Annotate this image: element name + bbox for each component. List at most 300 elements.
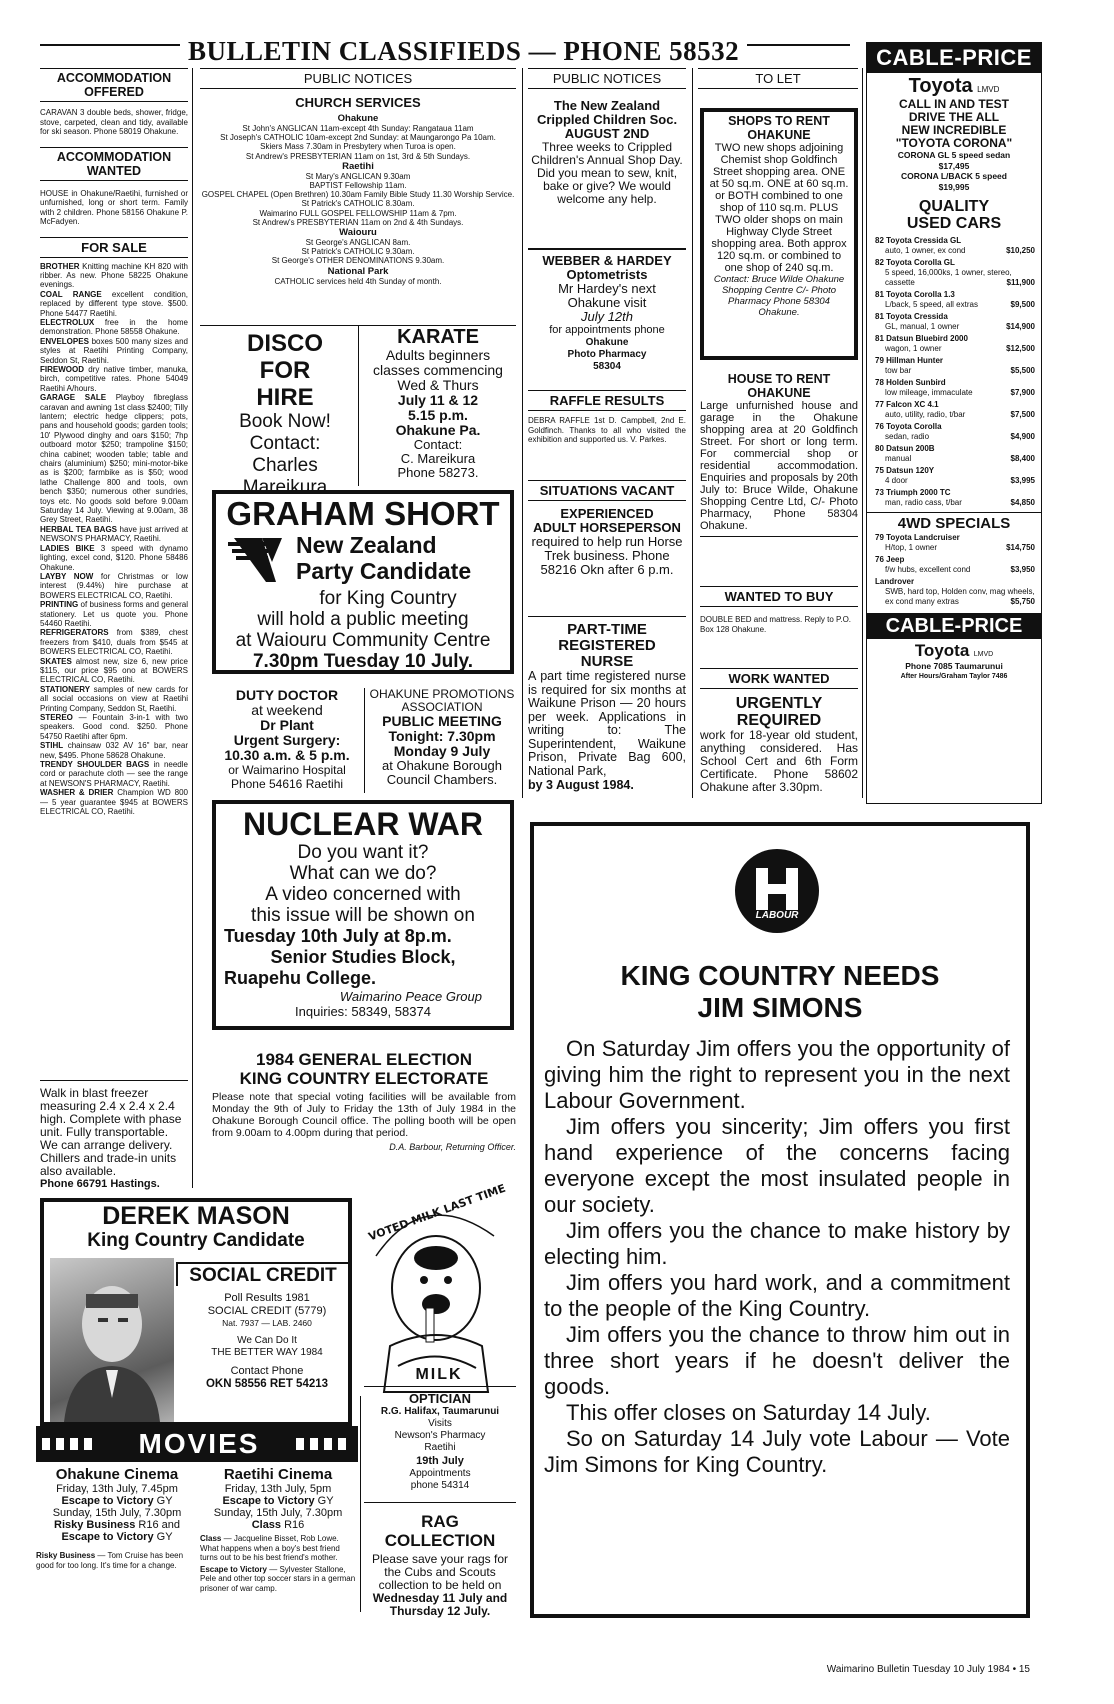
car-name: 76 Jeep (875, 555, 905, 564)
car-price: $10,250 (1006, 246, 1035, 255)
house-body: Large unfurnished house and garage in the Ohakune shopping area at 20 Goldfinch Street. For short or long term. For commercial shop or residential accommodation. Enquiries and proposals by 20th July to: Bruce Wilde, Ohakune Shopping Centre Ltd, C/- Photo Pharmacy, Phone 58304 Ohakune. (700, 400, 858, 532)
nuclear-l2: What can we do? (289, 863, 437, 884)
doctor-t3: Dr Plant (260, 717, 314, 733)
promo-l4: "TOYOTA CORONA" (895, 136, 1013, 150)
situations-vacant (528, 480, 686, 577)
for-sale-item (40, 741, 188, 760)
car-name: 82 Toyota Cressida GL (875, 236, 962, 245)
ohakune-note: — Tom Cruise has been good for too long. It's time for a change. (36, 1551, 184, 1570)
for-sale-item-head: STATIONERY (40, 684, 91, 694)
for-sale-item-text: samples of new cards for all social occasions on view at Raetihi Printing Company, Seddon St, Raetihi. (40, 684, 188, 713)
car-price: $7,900 (1010, 388, 1035, 397)
for-sale-item-text: excellent condition, replaced by different type stove. $500. Phone 54477 Raetihi. (40, 289, 188, 318)
for-sale-item (40, 788, 188, 816)
optician-l6: Appointments (409, 1468, 471, 1479)
car-desc: L/back, 5 speed, all extras (885, 300, 978, 309)
car-name: 82 Toyota Corolla GL (875, 258, 955, 267)
car-desc: low mileage, immaculate (885, 388, 973, 397)
car-desc: wagon, 1 owner (885, 344, 942, 353)
car-name: 75 Datsun 120Y (875, 466, 935, 475)
for-sale-item (40, 544, 188, 572)
labour-headline-1: KING COUNTRY NEEDS (620, 960, 940, 991)
nuclear-l9: Inquiries: 58349, 58374 (295, 1004, 431, 1019)
work-t2: REQUIRED (736, 712, 822, 729)
car-price: $4,850 (1010, 498, 1035, 507)
church-service-line: St Andrew's PRESBYTERIAN 11am on 2nd & 4th Sundays. (252, 217, 464, 227)
freezer-phone: Phone 66791 Hastings. (40, 1178, 160, 1190)
for-sale-item-text: boxes 500 many sizes and styles at Raetihi Printing Company, Seddon St, Raetihi. (40, 336, 188, 365)
column-public-notices-2 (528, 68, 686, 206)
raetihi-l3: Sunday, 15th July, 7.30pm (213, 1507, 343, 1519)
car-listing (875, 422, 1035, 442)
labour-paragraph: This offer closes on Saturday 14 July. (566, 1400, 931, 1425)
car-price: $14,900 (1006, 322, 1035, 331)
car-desc: 5 speed, 16,000ks, 1 owner, stereo, cassette (885, 268, 1012, 287)
situations-t1: EXPERIENCED (560, 506, 654, 521)
car-desc: f/w hubs, excellent cond (885, 565, 971, 574)
derek-sub: King Country Candidate (87, 1230, 305, 1251)
for-sale-item (40, 262, 188, 290)
church-service-line: St George's ANGLICAN 8am. (305, 238, 411, 248)
graham-l3: at Waiouru Community Centre (235, 630, 491, 651)
graham-name: GRAHAM SHORT (226, 495, 500, 532)
optician-l5: 19th July (416, 1455, 464, 1467)
ohakune-l2b: GY (156, 1495, 173, 1507)
promo-l5: CORONA GL 5 speed sedan (897, 150, 1011, 160)
webber-l6: Photo Pharmacy (567, 349, 647, 360)
for-sale-item-head: ENVELOPES (40, 336, 89, 346)
car-name: 73 Triumph 2000 TC (875, 488, 951, 497)
for-sale-item-head: GARAGE SALE (40, 393, 107, 403)
ohakune-note-head: Risky Business (36, 1551, 96, 1560)
cable-price-after: After Hours/Graham Taylor 7486 (900, 673, 1008, 680)
raetihi-l4b: R16 (284, 1519, 305, 1531)
car-price: $5,750 (1010, 597, 1035, 606)
optician-l3: Newson's Pharmacy (394, 1430, 486, 1441)
toyota-name: Toyota (908, 75, 973, 97)
nz-party-logo-icon (226, 536, 286, 584)
house-to-rent-ad (700, 372, 858, 537)
church-title: CHURCH SERVICES (295, 95, 421, 110)
car-desc: H/top, 1 owner (885, 543, 938, 552)
wanted-to-buy (700, 586, 858, 634)
for-sale-item (40, 393, 188, 525)
for-sale-item (40, 713, 188, 741)
car-price: $8,400 (1010, 454, 1035, 463)
election-t1: 1984 GENERAL ELECTION (255, 1050, 473, 1069)
labour-headline-2: JIM SIMONS (697, 992, 863, 1023)
for-sale-item (40, 572, 188, 600)
promo-l7: CORONA L/BACK 5 speed (901, 171, 1007, 181)
car-listing (875, 400, 1035, 420)
raetihi-note1-head: Class (200, 1534, 222, 1543)
derek-mason-photo (50, 1258, 174, 1422)
toyota-name-2: Toyota (914, 641, 970, 660)
labour-paragraph: Jim offers you sincerity; Jim offers you first hand experience of the concerns facing everyone except the most insulated people in our society. (544, 1114, 1010, 1217)
disco-title: DISCO FOR HIRE (246, 330, 323, 411)
nuclear-l6: Senior Studies Block, (270, 947, 456, 967)
for-sale-item-text: Champion WD 800 — 5 year guarantee $945 at BOWERS ELECTRICAL CO, Raetihi. (40, 788, 188, 817)
car-listing (875, 312, 1035, 332)
portrait-icon (50, 1258, 174, 1422)
car-desc: sedan, radio (885, 432, 930, 441)
election-body: Please note that special voting facilities will be available from Monday the 9th of July to Friday the 13th of July 1984 in the Ohakune Borough Council office. The polling booth will be open from 9.00am to 4.00pm during that period. (212, 1091, 516, 1139)
derek-l6: Contact Phone (230, 1365, 304, 1377)
wanted-title: WANTED TO BUY (700, 586, 858, 607)
for-sale-item-text: chainsaw 032 AV 16" bar, near new, $495. Phone 58628 Ohakune. (40, 741, 188, 760)
masthead: BULLETIN CLASSIFIEDS — PHONE 58532 (180, 36, 747, 67)
doctor-t2: at weekend (251, 702, 323, 718)
for-sale-item-text: Playboy fibreglass caravan and awning 1st class $2400; Tilly lantern; electric hedge clippers; pots, pans and household goods; garden tools; 10' Plywood dinghy and oars $150; 7hp outboard motor $250; trampoline $150; china cabinet; wooden table; table and chairs (aluminium) $250; mini-motor-bike as is $200; farmbike as is $50; wood lathe Challenge 800 and tools, own bench $350; numerous other sundries, toys etc. No goods sold before 9.00am Saturday 14 July. Viewing at 9.00am, 38 Grey Street, Raetihi. (40, 393, 188, 525)
crippled-t2: Crippled Children Soc. (536, 112, 678, 127)
cable-price-banner-2: CABLE-PRICE (867, 613, 1041, 639)
raffle-body: DEBRA RAFFLE 1st D. Campbell, 2nd E. Goldfinch. Thanks to all who visited the exhibition and supported us. V. Parkes. (528, 416, 686, 444)
optician-l2: Visits (428, 1418, 452, 1429)
rag-body: Please save your rags for the Cubs and Scouts collection to be held on (371, 1552, 509, 1592)
graham-l2: will hold a public meeting (257, 609, 469, 630)
car-name: 76 Toyota Corolla (875, 422, 942, 431)
graham-party2: Party Candidate (296, 558, 472, 584)
raffle-results (528, 390, 686, 445)
promo-l3: NEW INCREDIBLE (901, 123, 1007, 137)
labour-logo-text: LABOUR (755, 910, 799, 921)
freezer-ad (40, 1080, 188, 1190)
car-price: $7,500 (1010, 410, 1035, 419)
specials-title: 4WD SPECIALS (867, 512, 1041, 533)
car-name: 80 Datsun 200B (875, 444, 935, 453)
for-sale-title: FOR SALE (40, 237, 188, 258)
nuclear-l1: Do you want it? (297, 842, 429, 863)
car-listing (875, 236, 1035, 256)
nurse-t1: PART-TIME (567, 621, 647, 638)
derek-party: SOCIAL CREDIT (176, 1262, 348, 1286)
work-body: work for 18-year old student, anything considered. Has School Cert and 6th Form Certificate. Phone 58602 Ohakune after 3.30pm. (700, 728, 858, 794)
car-listing (875, 290, 1035, 310)
car-name: 81 Datsun Bluebird 2000 (875, 334, 968, 343)
car-name: 79 Hillman Hunter (875, 356, 944, 365)
for-sale-item-head: LADIES BIKE (40, 543, 95, 553)
ohakune-l1: Friday, 13th July, 7.45pm (56, 1483, 178, 1495)
for-sale-item-text: for Christmas or low interest (9.44%) hire purchase at BOWERS ELECTRICAL CO, Raetihi. (40, 571, 189, 600)
promo-t2: PUBLIC MEETING (382, 713, 502, 729)
for-sale-item-text: — Fountain 3-in-1 with two speakers. Good cond. $250. Phone 54750 Raetihi after 6pm. (40, 713, 188, 741)
labour-paragraph: On Saturday Jim offers you the opportunity of giving him the right to represent you in the next Labour Government. (544, 1036, 1010, 1113)
freezer-text: Walk in blast freezer measuring 2.4 x 2.4 x 2.4 high. Complete with phase unit. Fully transportable. We can arrange delivery. Chillers and trade-in units also available. (40, 1086, 182, 1178)
for-sale-item-text: almost new, size 6, new price $115, our price $95 ono at BOWERS ELECTRICAL CO, Raetihi. (40, 656, 188, 685)
raetihi-cinema-title: Raetihi Cinema (223, 1466, 333, 1483)
for-sale-item (40, 365, 188, 393)
nuclear-l5: Tuesday 10th July at 8p.m. (224, 926, 452, 946)
for-sale-item (40, 760, 188, 788)
derek-l2: SOCIAL CREDIT (5779) (207, 1305, 327, 1317)
karate-l1: Adults beginners (385, 347, 491, 363)
car-price: $4,900 (1010, 432, 1035, 441)
karate-l8: C. Mareikura (400, 451, 476, 466)
acc-offered-text: CARAVAN 3 double beds, shower, fridge, stove, carpeted, clean and tidy, available for ski season. Phone 58019 Ohakune. (40, 108, 188, 136)
derek-l7: OKN 58556 RET 54213 (205, 1378, 329, 1390)
church-service-line: St Patrick's CATHOLIC 8.30am. (301, 199, 415, 209)
quality-2: USED CARS (906, 215, 1002, 232)
wanted-body: DOUBLE BED and mattress. Reply to P.O. Box 128 Ohakune. (700, 615, 852, 634)
car-price: $14,750 (1006, 543, 1035, 552)
church-service-line: St Mary's ANGLICAN 9.30am (305, 171, 411, 181)
car-listing (875, 334, 1035, 354)
public-notices-2-title: PUBLIC NOTICES (528, 68, 686, 89)
column-classifieds (40, 68, 188, 816)
car-listing (875, 444, 1035, 464)
rag-t2: COLLECTION (384, 1531, 496, 1550)
karate-l5: 5.15 p.m. (408, 407, 468, 423)
promo-t4: Monday 9 July (393, 743, 491, 759)
graham-party1: New Zealand (296, 532, 437, 558)
nurse-body: A part time registered nurse is required for six months at Waikune Prison — 20 hours per week. Applications in writing to: The Superintendent, Waikune Prison, Private Bag 600, National Park, (528, 669, 686, 778)
labour-jim-simons-ad (530, 822, 1030, 1618)
work-title: WORK WANTED (700, 668, 858, 689)
labour-logo-icon (734, 848, 820, 934)
for-sale-item (40, 290, 188, 318)
derek-l5: THE BETTER WAY 1984 (211, 1347, 323, 1358)
karate-title: KARATE (397, 326, 479, 348)
optician-l4: Raetihi (424, 1442, 456, 1453)
general-election-notice (212, 1050, 516, 1152)
car-desc: manual (885, 454, 912, 463)
column-to-let (698, 68, 858, 89)
toyota-lmvd-2: LMVD (973, 651, 994, 658)
for-sale-item-head: ELECTROLUX (40, 317, 95, 327)
for-sale-item-text: free in the home demonstration. Phone 58558 Ohakune. (40, 317, 188, 337)
labour-logo (734, 848, 820, 934)
for-sale-item-head: BROTHER (40, 261, 80, 271)
webber-l4: for appointments phone (549, 324, 665, 336)
ohakune-l5b: GY (156, 1531, 173, 1543)
quality-1: QUALITY (918, 198, 990, 215)
church-service-line: St John's ANGLICAN 11am-except 4th Sunday: Rangataua 11am (242, 124, 474, 133)
toyota-lmvd: LMVD (977, 85, 1000, 94)
church-service-line: St George's OTHER DENOMINATIONS 9.30am. (271, 256, 445, 266)
crippled-t3: AUGUST 2ND (564, 126, 650, 141)
milk-arc-text: VOTED MILK LAST TIME (366, 1181, 508, 1244)
promo-t1: OHAKUNE PROMOTIONS ASSOCIATION (369, 687, 515, 714)
ohakune-cinema (36, 1466, 198, 1570)
cable-price-banner: CABLE-PRICE (867, 43, 1041, 73)
car-name: 77 Falcon XC 4.1 (875, 400, 939, 409)
car-price: $3,995 (1010, 476, 1035, 485)
car-listing (875, 356, 1035, 376)
nuclear-l3: A video concerned with (265, 884, 461, 905)
karate-l2: classes commencing (373, 362, 503, 378)
for-sale-item-head: WASHER & DRIER (40, 788, 114, 798)
car-price: $11,900 (1006, 278, 1035, 287)
car-listing (875, 577, 1035, 607)
nuclear-l8: Waimarino Peace Group (339, 989, 482, 1004)
labour-body (544, 1036, 1010, 1478)
karate-ad (362, 326, 514, 480)
crippled-t1: The New Zealand (553, 98, 661, 113)
for-sale-item-text: dry native timber, manuka, birch, competitive rates. Phone 54049 Raetihi A/hours. (40, 364, 188, 393)
for-sale-item-text: Knitting machine KH 820 with ribber. As new. Phone 58225 Ohakune evenings. (40, 261, 189, 290)
optician-title: OPTICIAN (408, 1391, 472, 1406)
work-wanted (700, 668, 858, 794)
car-name: 78 Holden Sunbird (875, 378, 946, 387)
situations-body: required to help run Horse Trek business. Phone 58216 Okn after 6 p.m. (531, 534, 683, 577)
specials-list (867, 533, 1041, 607)
church-service-line: GOSPEL CHAPEL (Open Brethren) 10.30am Family Bible Study 11.30 Worship Service. (201, 190, 515, 200)
optician-l7: phone 54314 (410, 1480, 470, 1491)
webber-l3: July 12th (580, 309, 634, 324)
doctor-t1: DUTY DOCTOR (235, 687, 339, 703)
ohakune-cinema-title: Ohakune Cinema (55, 1466, 179, 1483)
for-sale-item-head: STEREO (40, 713, 73, 722)
graham-l1: for King Country (319, 588, 457, 609)
church-service-line: Skiers Mass 7.30am in Presbytery when Turoa is open. (260, 142, 456, 152)
for-sale-list (40, 262, 188, 817)
column-public-notices (200, 68, 516, 286)
church-service-line: St Patrick's CATHOLIC 9.30am. (301, 247, 415, 257)
nurse-t3: NURSE (580, 653, 634, 670)
for-sale-item (40, 525, 188, 544)
cable-price-phone: Phone 7085 Taumarunui (905, 661, 1003, 671)
raetihi-l1: Friday, 13th July, 5pm (224, 1483, 332, 1495)
labour-paragraph: Jim offers you the chance to throw him out in three short years if he doesn't deliver the goods. (544, 1322, 1010, 1399)
webber-t1: WEBBER & HARDEY (542, 253, 672, 268)
used-car-list (867, 232, 1041, 508)
derek-name: DEREK MASON (102, 1202, 290, 1230)
car-listing (875, 466, 1035, 486)
promo-l1: CALL IN AND TEST (899, 97, 1009, 111)
webber-hardey-ad (528, 254, 686, 373)
car-name: Landrover (875, 577, 915, 586)
raetihi-note1: — Jacqueline Bisset, Rob Lowe. What happens when a boy's best friend turns out to be his best friend's mother. (200, 1534, 340, 1562)
for-sale-item-text: 3 speed with dynamo lighting, excel cond, $120. Phone 58486 Ohakune. (40, 543, 188, 572)
rag-collection-ad (364, 1512, 516, 1618)
labour-paragraph: Jim offers you hard work, and a commitment to the people of the King Country. (544, 1270, 1010, 1321)
derek-l4: We Can Do It (237, 1335, 297, 1346)
car-listing (875, 258, 1035, 288)
ohakune-l2: Escape to Victory (61, 1495, 154, 1507)
church-service-line: St Joseph's CATHOLIC 10am-except 2nd Sunday: at Maungarongo Pa 10am. (220, 133, 496, 143)
situations-t2: ADULT HORSEPERSON (533, 520, 681, 535)
raffle-title: RAFFLE RESULTS (528, 390, 686, 411)
election-sign: D.A. Barbour, Returning Officer. (389, 1142, 516, 1152)
house-t1: HOUSE TO RENT (727, 372, 831, 386)
to-let-title: TO LET (698, 68, 858, 89)
car-listing (875, 555, 1035, 575)
for-sale-item-head: REFRIGERATORS (40, 628, 109, 638)
milk-can-text: MILK (415, 1366, 463, 1383)
doctor-t5: 10.30 a.m. & 5 p.m. (224, 747, 350, 763)
for-sale-item (40, 600, 188, 628)
for-sale-item-text: from $389, chest freezers from $410, duals from $545 at BOWERS ELECTRICAL CO, Raetihi. (40, 628, 188, 657)
for-sale-item-text: of business forms and general stationery. Let us quote you. Phone 54460 Raetihi. (40, 600, 188, 628)
car-desc: tow bar (885, 366, 912, 375)
promo-t5: at Ohakune Borough (382, 758, 502, 773)
for-sale-item-head: COAL RANGE (40, 289, 102, 299)
raetihi-cinema (200, 1466, 356, 1593)
karate-l9: Phone 58273. (397, 465, 479, 480)
church-location: National Park (327, 265, 389, 277)
for-sale-item-head: SKATES (40, 656, 72, 666)
raetihi-note2: — Sylvester Stallone, Pele and other top soccer stars in a german prisoner of war camp. (200, 1564, 356, 1593)
webber-l5: Ohakune (585, 337, 629, 348)
duty-doctor (212, 688, 362, 791)
promo-l8: $19,995 (938, 182, 970, 192)
car-price: $12,500 (1006, 344, 1035, 353)
promo-l6: $17,495 (938, 161, 970, 171)
acc-wanted-title: ACCOMMODATION WANTED (40, 147, 188, 181)
work-t1: URGENTLY (735, 695, 823, 712)
church-service-line: Waimarino FULL GOSPEL FELLOWSHIP 11am & 7pm. (259, 208, 457, 218)
ohakune-l4: Risky Business (54, 1519, 136, 1531)
movies-title: MOVIES (138, 1428, 260, 1459)
car-desc: SWB, hard top, Holden conv, mag wheels, ex cond many extras (885, 587, 1035, 606)
karate-l3: Wed & Thurs (397, 377, 479, 393)
house-t2: OHAKUNE (747, 386, 811, 400)
for-sale-item (40, 657, 188, 685)
page-footer: Waimarino Bulletin Tuesday 10 July 1984 • 15 (826, 1664, 1030, 1675)
promo-l2: DRIVE THE ALL (908, 110, 1000, 124)
nuclear-l4: this issue will be shown on (251, 905, 475, 926)
doctor-t7: Phone 54616 Raetihi (230, 777, 344, 791)
promo-t3: Tonight: 7.30pm (388, 728, 496, 744)
raetihi-l2b: GY (317, 1495, 334, 1507)
for-sale-item-head: STIHL (40, 741, 64, 751)
for-sale-item-head: FIREWOOD (40, 364, 84, 374)
movies-banner (36, 1426, 358, 1462)
derek-l3: Nat. 7937 — LAB. 2460 (222, 1318, 312, 1328)
promo-t6: Council Chambers. (386, 772, 498, 787)
church-location: Raetihi (342, 160, 374, 172)
acc-offered-title: ACCOMMODATION OFFERED (40, 68, 188, 102)
nuclear-l7: Ruapehu College. (224, 968, 377, 988)
shops-t2: OHAKUNE (747, 128, 811, 142)
car-price: $3,950 (1010, 565, 1035, 574)
derek-mason-ad (40, 1198, 352, 1426)
church-location: Ohakune (337, 113, 379, 124)
crippled-body: Three weeks to Crippled Children's Annual Shop Day. Did you mean to sew, knit, bake or give? We would welcome any help. (531, 140, 683, 206)
church-location: Waiouru (339, 227, 377, 239)
car-name: 81 Toyota Corolla 1.3 (875, 290, 955, 299)
car-listing (875, 488, 1035, 508)
ohakune-l4b: R16 and (138, 1519, 180, 1531)
disco-line1: Book Now! (239, 411, 331, 432)
labour-paragraph: Jim offers you the chance to make history by electing him. (544, 1218, 1010, 1269)
rag-t1: RAG (421, 1512, 459, 1531)
car-listing (875, 378, 1035, 398)
shops-t1: SHOPS TO RENT (728, 114, 830, 128)
church-service-line: St Andrew's PRESBYTERIAN 11am on 1st, 3rd & 5th Sundays. (245, 151, 471, 161)
for-sale-item-text: have just arrived at NEWSON'S PHARMACY, Raetihi. (40, 524, 188, 544)
webber-t2: Optometrists (566, 267, 648, 282)
webber-l7: 58304 (593, 361, 621, 372)
car-desc: 4 door (885, 476, 908, 485)
raetihi-l2: Escape to Victory (222, 1495, 315, 1507)
toyota-brand (867, 75, 1041, 98)
cable-price-ad (866, 42, 1042, 804)
for-sale-item (40, 628, 188, 656)
shops-to-rent-ad (700, 108, 858, 360)
karate-l7: Contact: (413, 437, 463, 452)
car-name: 79 Toyota Landcruiser (875, 533, 960, 542)
nuclear-title: NUCLEAR WAR (243, 806, 483, 842)
church-service-line: CATHOLIC services held 4th Sunday of month. (274, 276, 442, 286)
for-sale-item (40, 337, 188, 365)
for-sale-item-head: TRENDY SHOULDER BAGS (40, 760, 150, 770)
for-sale-item-head: LAYBY NOW (40, 571, 94, 581)
graham-short-ad (212, 490, 514, 674)
public-notices-title: PUBLIC NOTICES (200, 68, 516, 89)
church-services (200, 113, 516, 286)
optician-ad (364, 1386, 516, 1503)
